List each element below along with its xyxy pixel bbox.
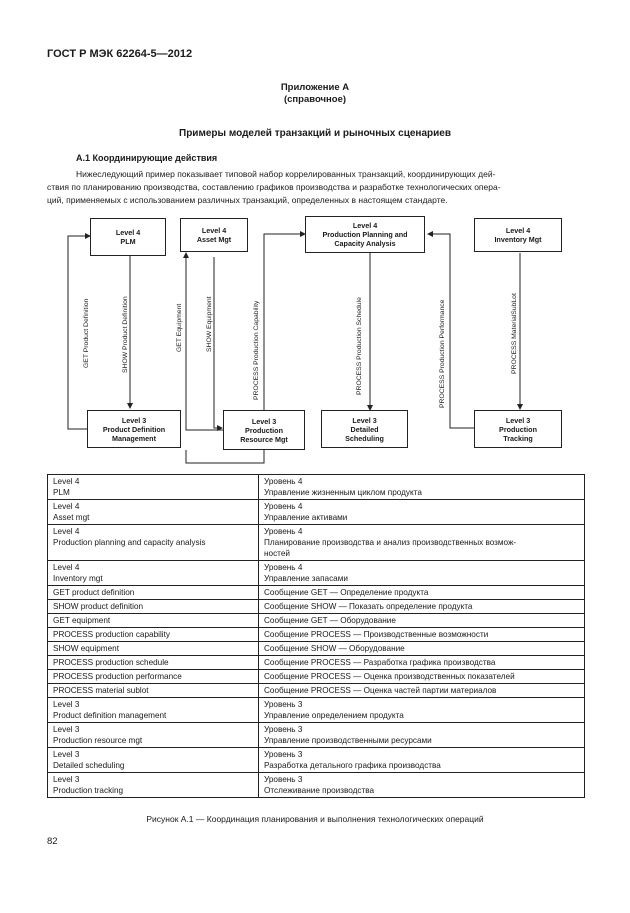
box-label: Scheduling: [345, 433, 384, 443]
box-label: Production: [245, 425, 283, 435]
term-english: [48, 500, 259, 525]
box-detailed-scheduling: [321, 410, 408, 448]
cell-line: PLM: [53, 488, 70, 497]
page-number: 82: [47, 836, 58, 847]
box-asset-mgt: [180, 218, 248, 252]
cell-line: GET product definition: [53, 588, 135, 597]
cell-line: Product definition management: [53, 711, 167, 720]
cell-line: Уровень 4: [264, 527, 303, 536]
term-russian: [259, 525, 585, 561]
glossary-table: [47, 474, 585, 798]
cell-line: Level 3: [53, 700, 80, 709]
cell-line: Уровень 4: [264, 477, 303, 486]
cell-line: Level 3: [53, 750, 80, 759]
term-english: [48, 614, 259, 628]
box-label: Tracking: [503, 433, 533, 443]
box-plm: [90, 218, 166, 256]
term-english: [48, 600, 259, 614]
table-row: [48, 773, 585, 798]
cell-line: PROCESS material sublot: [53, 686, 149, 695]
cell-line: Отслеживание производства: [264, 786, 375, 795]
get-equipment-label: GET Equipment: [176, 303, 183, 352]
cell-line: SHOW equipment: [53, 644, 119, 653]
term-english: [48, 525, 259, 561]
cell-line: Уровень 3: [264, 750, 303, 759]
figure-caption: Рисунок А.1 — Координация планирования и выполнения технологических операций: [146, 814, 484, 824]
table-row: [48, 475, 585, 500]
cell-line: Сообщение SHOW — Оборудование: [264, 644, 405, 653]
table-row: [48, 525, 585, 561]
cell-line: Сообщение PROCESS — Разработка графика производства: [264, 658, 496, 667]
term-english: [48, 684, 259, 698]
cell-line: PROCESS production performance: [53, 672, 182, 681]
process-production-schedule-label: PROCESS Production Schedule: [356, 297, 363, 395]
box-label: Management: [112, 433, 156, 443]
table-row: [48, 642, 585, 656]
paragraph-line: ствия по планированию производства, составлению графиков производства и разработке технологических опера-: [47, 182, 501, 193]
term-english: [48, 670, 259, 684]
table-row: [48, 748, 585, 773]
cell-line: PROCESS production capability: [53, 630, 170, 639]
cell-line: Production resource mgt: [53, 736, 143, 745]
subsection-title: А.1 Координирующие действия: [76, 153, 218, 163]
cell-line: PROCESS production schedule: [53, 658, 169, 667]
term-russian: [259, 614, 585, 628]
table-row: [48, 656, 585, 670]
cell-line: Управление запасами: [264, 574, 348, 583]
cell-line: Level 3: [53, 725, 80, 734]
cell-line: Сообщение PROCESS — Оценка частей партии материалов: [264, 686, 497, 695]
term-russian: [259, 670, 585, 684]
cell-line: Планирование производства и анализ производственных возмож-: [264, 538, 517, 547]
box-level: Level 4: [505, 226, 531, 235]
box-label: Resource Mgt: [240, 434, 288, 444]
table-row: [48, 628, 585, 642]
cell-line: Сообщение GET — Оборудование: [264, 616, 396, 625]
get-equipment-arrow: [186, 253, 223, 430]
cell-line: Detailed scheduling: [53, 761, 125, 770]
term-english: [48, 656, 259, 670]
cell-line: Сообщение PROCESS — Производственные возможности: [264, 630, 489, 639]
cell-line: SHOW product definition: [53, 602, 144, 611]
cell-line: Production planning and capacity analysis: [53, 538, 206, 547]
box-label: Inventory Mgt: [494, 235, 542, 244]
term-russian: [259, 656, 585, 670]
cell-line: Уровень 4: [264, 502, 303, 511]
box-label: Capacity Analysis: [334, 239, 396, 248]
term-russian: [259, 628, 585, 642]
section-title: Примеры моделей транзакций и рыночных сценариев: [179, 128, 451, 139]
table-row: [48, 684, 585, 698]
term-russian: [259, 642, 585, 656]
cell-line: GET equipment: [53, 616, 111, 625]
annex-title: Приложение А: [280, 82, 350, 93]
box-level: Level 3: [352, 415, 377, 425]
cell-line: Level 4: [53, 527, 80, 536]
box-level: Level 3: [505, 415, 531, 425]
box-label: Asset Mgt: [196, 235, 232, 244]
term-russian: [259, 748, 585, 773]
cell-line: Level 4: [53, 477, 80, 486]
box-product-definition-management: [87, 410, 181, 448]
table-row: [48, 586, 585, 600]
cell-line: Разработка детального графика производства: [264, 761, 441, 770]
cell-line: Production tracking: [53, 786, 124, 795]
process-production-performance-arrow: [428, 234, 474, 428]
term-english: [48, 561, 259, 586]
process-production-capability-label: PROCESS Production Capability: [253, 300, 260, 400]
box-production-tracking: [474, 410, 562, 448]
term-english: [48, 628, 259, 642]
table-row: [48, 614, 585, 628]
box-production-planning: [305, 216, 425, 253]
table-row: [48, 561, 585, 586]
box-inventory-mgt: [474, 218, 562, 252]
cell-line: ностей: [264, 549, 290, 558]
term-english: [48, 723, 259, 748]
box-level: Level 4: [201, 226, 227, 235]
term-russian: [259, 684, 585, 698]
cell-line: Level 4: [53, 563, 80, 572]
cell-line: Уровень 3: [264, 725, 303, 734]
term-russian: [259, 561, 585, 586]
box-label: Product Definition: [102, 424, 166, 434]
term-english: [48, 586, 259, 600]
term-russian: [259, 586, 585, 600]
box-level: Level 3: [121, 415, 147, 425]
term-russian: [259, 723, 585, 748]
term-english: [48, 475, 259, 500]
cell-line: Level 4: [53, 502, 80, 511]
box-label: Production: [499, 424, 537, 434]
show-product-definition-label: SHOW Product Definition: [122, 296, 129, 373]
show-equipment-arrow: [214, 257, 222, 428]
table-row: [48, 600, 585, 614]
intro-paragraph: [47, 168, 583, 208]
document-header: ГОСТ Р МЭК 62264-5—2012: [47, 48, 193, 60]
cell-line: Level 3: [53, 775, 80, 784]
term-english: [48, 748, 259, 773]
box-level: Level 4: [115, 228, 141, 237]
term-english: [48, 773, 259, 798]
paragraph-line: Нижеследующий пример показывает типовой набор коррелированных транзакций, координирующих дей-: [76, 169, 496, 179]
term-russian: [259, 698, 585, 723]
annex-heading: [0, 82, 630, 106]
term-english: [48, 698, 259, 723]
box-label: Production Planning and: [322, 230, 408, 239]
term-russian: [259, 773, 585, 798]
cell-line: Управление определением продукта: [264, 711, 404, 720]
get-product-definition-label: GET Product Definition: [83, 298, 90, 368]
cell-line: Управление активами: [264, 513, 348, 522]
cell-line: Сообщение PROCESS — Оценка производственных показателей: [264, 672, 515, 681]
process-production-performance-label: PROCESS Production Performance: [439, 299, 446, 408]
term-english: [48, 642, 259, 656]
box-level: Level 3: [251, 416, 277, 426]
table-row: [48, 723, 585, 748]
table-row: [48, 670, 585, 684]
box-label: PLM: [120, 237, 136, 246]
table-row: [48, 500, 585, 525]
cell-line: Уровень 4: [264, 563, 303, 572]
cell-line: Управление производственными ресурсами: [264, 736, 432, 745]
cell-line: Inventory mgt: [53, 574, 103, 583]
annex-type: (справочное): [283, 94, 347, 105]
cell-line: Asset mgt: [53, 513, 90, 522]
box-level: Level 4: [352, 221, 378, 230]
paragraph-line: ций, применяемых с использованием различных транзакций, определенных в настоящем стандарте.: [47, 195, 448, 206]
cell-line: Уровень 3: [264, 700, 303, 709]
box-label: Detailed: [350, 424, 379, 434]
cell-line: Управление жизненным циклом продукта: [264, 488, 422, 497]
cell-line: Сообщение GET — Определение продукта: [264, 588, 429, 597]
term-russian: [259, 600, 585, 614]
cell-line: Уровень 3: [264, 775, 303, 784]
process-material-sublot-label: PROCESS MaterialSubLot: [511, 293, 518, 374]
show-equipment-label: SHOW Equipment: [206, 296, 213, 352]
term-russian: [259, 475, 585, 500]
term-russian: [259, 500, 585, 525]
table-row: [48, 698, 585, 723]
box-production-resource-mgt: [223, 410, 305, 450]
cell-line: Сообщение SHOW — Показать определение продукта: [264, 602, 473, 611]
